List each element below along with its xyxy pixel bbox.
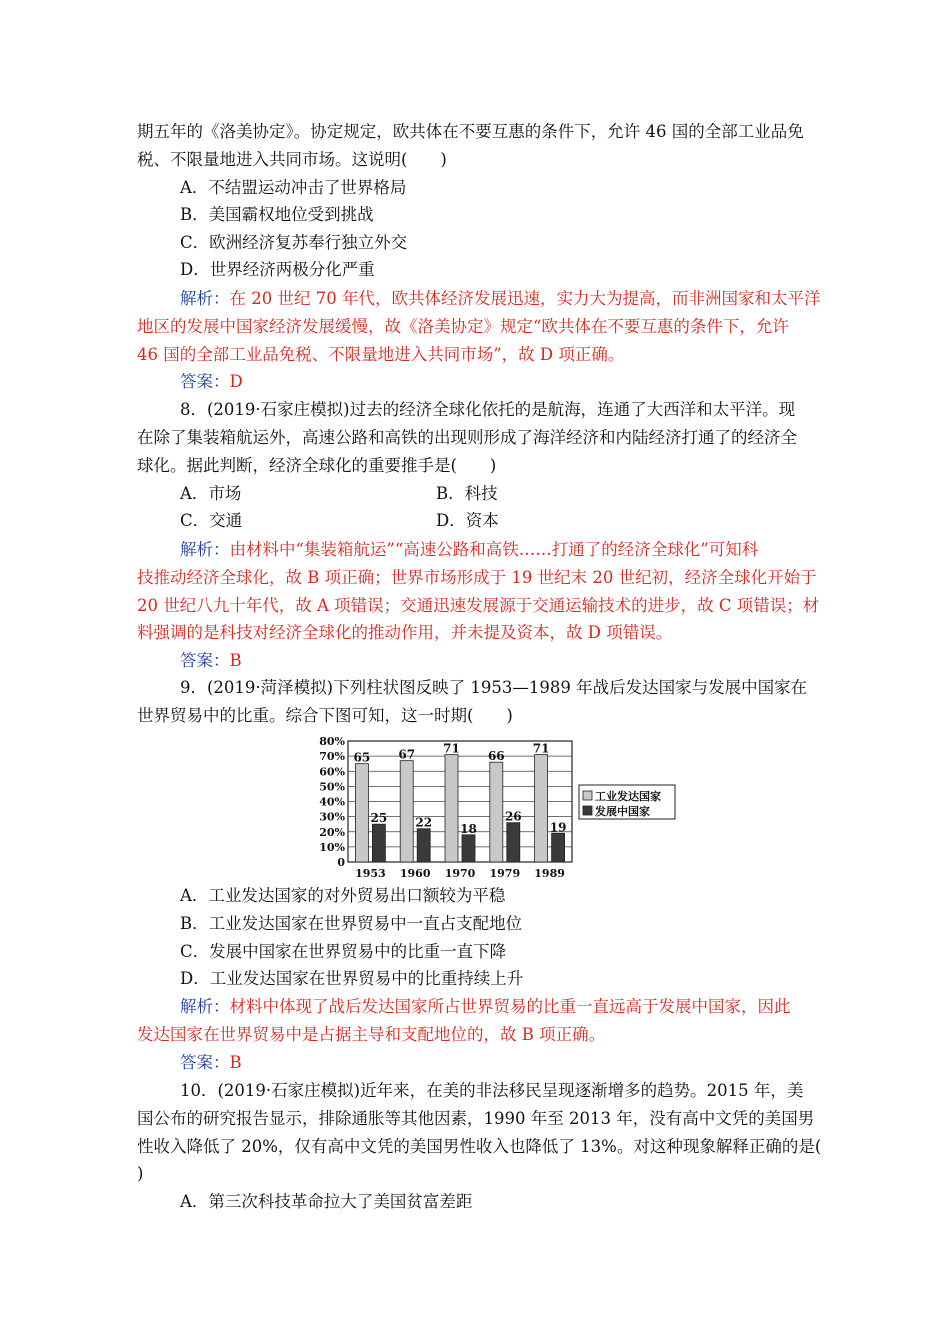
q7-option-d: D．世界经济两极分化严重 [180,260,375,279]
data-label: 22 [415,815,433,830]
q7-stem-line-1: 期五年的《洛美协定》。协定规定，欧共体在不要互惠的条件下，允许 46 国的全部工业品免 [137,122,804,141]
legend-label: 工业发达国家 [595,790,661,803]
q8-answer [180,650,242,672]
analysis-label: 解析： [180,997,230,1016]
q9-answer [180,1052,242,1074]
q9-option-c: C．发展中国家在世界贸易中的比重一直下降 [180,942,507,961]
bar-developing [372,824,385,862]
x-tick-label: 1970 [444,867,476,880]
q7-analysis-line-3: 46 国的全部工业品免税、不限量地进入共同市场”，故 D 项正确。 [137,345,625,364]
answer-label: 答案： [180,651,230,670]
x-tick-label: 1953 [355,867,386,880]
y-tick-label: 20% [319,825,345,839]
data-label: 71 [532,741,550,756]
y-tick-label: 80% [319,736,345,748]
legend-swatch [583,806,592,815]
x-tick-label: 1960 [399,867,431,880]
q7-option-c: C．欧洲经济复苏奉行独立外交 [180,233,408,252]
q7-answer [180,371,243,393]
q7-option-a: A．不结盟运动冲击了世界格局 [180,178,407,197]
data-label: 71 [443,741,460,756]
q8-analysis-line-3: 20 世纪八九十年代，故 A 项错误；交通迅速发展源于交通运输技术的进步，故 C 项错误；材 [137,596,820,615]
x-tick-label: 1989 [534,867,565,880]
q8-stem-line-3: 球化。据此判断，经济全球化的重要推手是( ) [137,456,497,475]
q7-analysis-line-1 [180,288,820,310]
answer-value: B [229,1053,242,1072]
data-label: 19 [549,820,567,835]
bar-developing [507,823,520,862]
y-tick-label: 0 [337,856,345,869]
data-label: 26 [504,809,522,824]
analysis-label: 解析： [180,540,230,559]
answer-label: 答案： [180,1053,230,1072]
q10-option-a: A．第三次科技革命拉大了美国贫富差距 [180,1192,473,1211]
q8-analysis-line-1 [180,539,758,561]
q8-option-b: B．科技 [436,484,498,503]
bar-developed [400,761,413,862]
q8-analysis-line-4: 料强调的是科技对经济全球化的推动作用，并未提及资本，故 D 项错误。 [137,623,673,642]
y-tick-label: 40% [319,795,345,809]
y-tick-label: 70% [319,750,345,764]
q7-option-b: B．美国霸权地位受到挑战 [180,205,374,224]
data-label: 67 [398,747,416,762]
q9-option-b: B．工业发达国家在世界贸易中一直占支配地位 [180,914,523,933]
analysis-text: 材料中体现了战后发达国家所占世界贸易的比重一直远高于发展中国家，因此 [229,997,791,1016]
answer-value: B [229,651,242,670]
q10-stem-line-3: 性收入降低了 20%，仅有高中文凭的美国男性收入也降低了 13%。对这种现象解释正确的是( [137,1137,822,1156]
q10-stem-line-1: 10．(2019·石家庄模拟)近年来，在美的非法移民呈现逐渐增多的趋势。2015 年，美 [180,1081,804,1100]
bar-developing [417,829,430,862]
legend-swatch [583,791,592,800]
q7-stem-line-2: 税、不限量地进入共同市场。这说明( ) [137,150,447,169]
data-label: 25 [370,811,388,826]
q8-option-c: C．交通 [180,511,243,530]
q9-option-d: D．工业发达国家在世界贸易中的比重持续上升 [180,969,524,988]
x-tick-label: 1979 [489,867,521,880]
data-label: 66 [487,749,505,764]
q9-analysis-line-1 [180,996,791,1018]
data-label: 18 [460,821,477,836]
bar-chart [317,736,677,882]
bar-developed [490,762,503,862]
legend-label: 发展中国家 [595,805,650,818]
bar-developed [355,764,368,862]
q9-stem-line-2: 世界贸易中的比重。综合下图可知，这一时期( ) [137,706,513,725]
q8-analysis-line-2: 技推动经济全球化，故 B 项正确；世界市场形成于 19 世纪末 20 世纪初，经济全球化开始于 [137,568,817,587]
q8-stem-line-2: 在除了集装箱航运外，高速公路和高铁的出现则形成了海洋经济和内陆经济打通了的经济全 [137,428,797,447]
bar-developing [462,835,475,862]
y-tick-label: 60% [319,765,345,779]
q10-stem-line-4: ) [137,1164,144,1183]
answer-value: D [229,372,243,391]
bar-developed [535,755,548,862]
q10-stem-line-2: 国公布的研究报告显示，排除通胀等其他因素，1990 年至 2013 年，没有高中文凭的美国男 [137,1109,815,1128]
data-label: 65 [353,750,371,765]
analysis-text: 由材料中“集装箱航运”“高速公路和高铁……打通了的经济全球化”可知科 [229,540,759,559]
q9-option-a: A．工业发达国家的对外贸易出口额较为平稳 [180,886,506,905]
q8-option-d: D．资本 [436,511,499,530]
y-tick-label: 50% [319,780,345,794]
y-tick-label: 30% [319,810,345,824]
q8-option-a: A．市场 [180,484,242,503]
q9-stem-line-1: 9．(2019·菏泽模拟)下列柱状图反映了 1953—1989 年战后发达国家与发展中国家在 [180,678,808,697]
y-tick-label: 10% [319,840,345,854]
analysis-label: 解析： [180,289,230,308]
q9-analysis-line-2: 发达国家在世界贸易中是占据主导和支配地位的，故 B 项正确。 [137,1025,606,1044]
bar-developing [552,833,565,862]
bar-developed [445,755,458,862]
analysis-text: 在 20 世纪 70 年代，欧共体经济发展迅速，实力大为提高，而非洲国家和太平洋 [229,289,821,308]
q7-analysis-line-2: 地区的发展中国家经济发展缓慢，故《洛美协定》规定“欧共体在不要互惠的条件下，允许 [137,317,789,336]
q8-stem-line-1: 8．(2019·石家庄模拟)过去的经济全球化依托的是航海，连通了大西洋和太平洋。现 [180,400,796,419]
answer-label: 答案： [180,372,230,391]
